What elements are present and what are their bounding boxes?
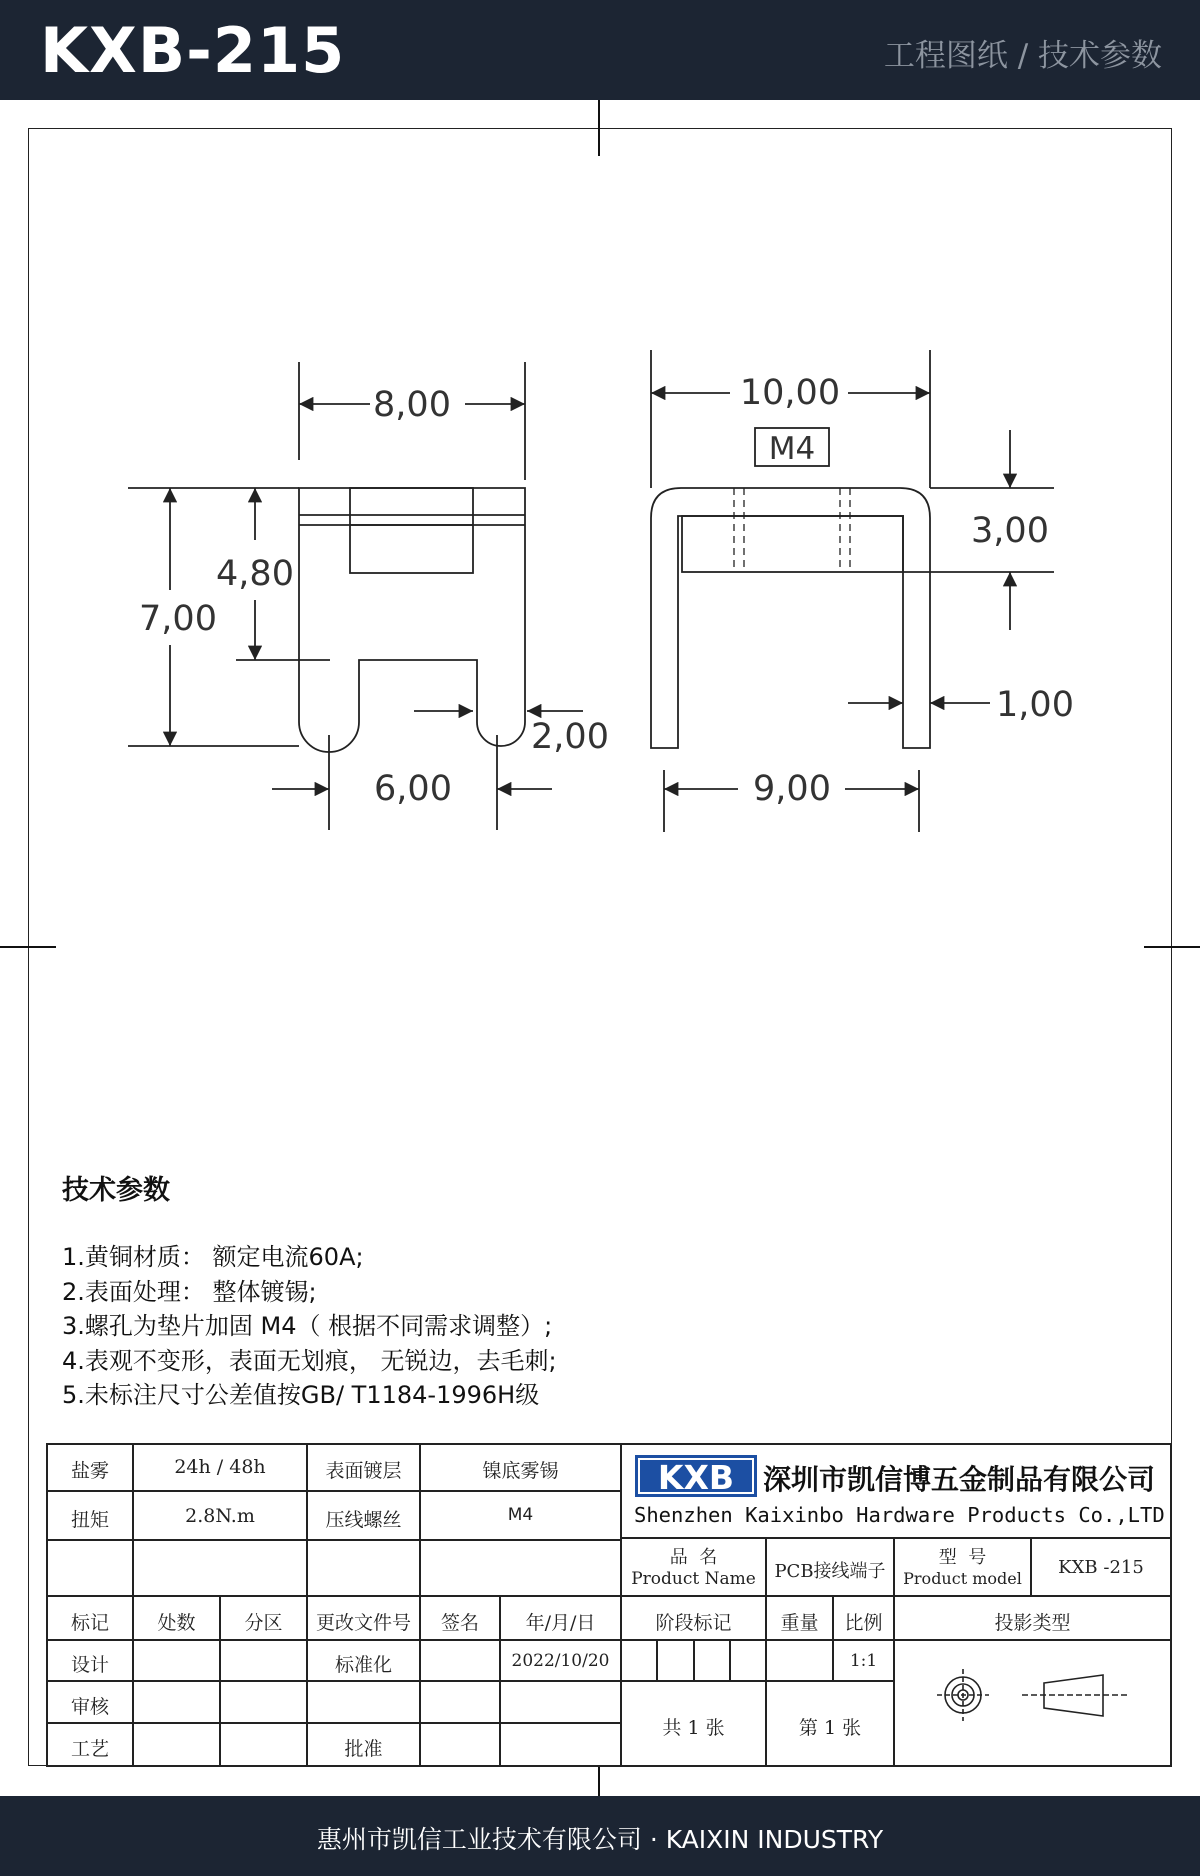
torque-value: 2.8N.m — [185, 1505, 255, 1527]
row-standard: 标准化 — [334, 1654, 392, 1676]
row-process: 工艺 — [70, 1738, 109, 1760]
company-logo — [634, 1454, 758, 1498]
header-subtitle: 工程图纸 / 技术参数 — [883, 38, 1162, 74]
spec-item: 1.黄铜材质： 额定电流60A; — [62, 1243, 364, 1271]
row-approve: 批准 — [344, 1738, 383, 1760]
torque-label: 扭矩 — [70, 1509, 109, 1531]
product-name-value: PCB接线端子 — [774, 1561, 886, 1582]
dim-top-height: 3,00 — [971, 511, 1049, 551]
col-mark: 标记 — [70, 1612, 109, 1634]
design-date: 2022/10/20 — [511, 1651, 610, 1671]
total-sheets: 共 1 张 — [662, 1717, 725, 1739]
spec-item: 2.表面处理： 整体镀锡; — [62, 1277, 317, 1306]
salt-spray-value: 24h / 48h — [174, 1456, 266, 1478]
product-model-label-cn: 型 号 — [938, 1547, 987, 1568]
col-doc-no: 更改文件号 — [315, 1612, 411, 1634]
sheet-number: 第 1 张 — [798, 1717, 862, 1739]
company-name-en: Shenzhen Kaixinbo Hardware Products Co.,LTD — [634, 1503, 1165, 1527]
dim-leg-span: 6,00 — [374, 769, 452, 809]
right-view-outline — [651, 488, 930, 748]
model-title: KXB-215 — [40, 14, 346, 87]
technical-drawing — [0, 0, 1200, 900]
spec-item: 3.螺孔为垫片加固 M4（ 根据不同需求调整）; — [62, 1312, 553, 1340]
col-weight: 重量 — [780, 1612, 819, 1634]
plating-value: 镍底雾锡 — [482, 1460, 559, 1482]
salt-spray-label: 盐雾 — [70, 1460, 109, 1482]
dim-radius: 2,00 — [531, 717, 609, 757]
specs-list — [62, 1240, 557, 1413]
footer-text: 惠州市凯信工业技术有限公司 · KAIXIN INDUSTRY — [316, 1825, 884, 1854]
dim-width-right: 10,00 — [739, 373, 841, 413]
dim-height: 7,00 — [139, 599, 217, 639]
specs-title: 技术参数 — [62, 1175, 170, 1206]
screw-value: M4 — [507, 1505, 534, 1525]
company-name-cn: 深圳市凯信博五金制品有限公司 — [763, 1463, 1156, 1496]
product-model-label-en: Product model — [903, 1569, 1022, 1588]
col-sign: 签名 — [440, 1612, 479, 1634]
col-date: 年/月/日 — [525, 1612, 596, 1634]
row-design: 设计 — [70, 1654, 109, 1676]
frame-tick-bottom — [598, 1766, 600, 1796]
spec-item: 5.未标注尺寸公差值按GB/ T1184-1996H级 — [62, 1381, 540, 1409]
product-name-label-cn: 品 名 — [669, 1547, 718, 1568]
row-review: 审核 — [70, 1696, 109, 1718]
footer-bar — [0, 1796, 1200, 1876]
plating-label: 表面镀层 — [325, 1460, 402, 1482]
dim-width-top: 8,00 — [373, 385, 451, 425]
col-stage: 阶段标记 — [655, 1612, 732, 1634]
dim-inner-width: 9,00 — [753, 769, 831, 809]
frame-tick-right — [1144, 946, 1200, 948]
scale-value: 1:1 — [849, 1651, 878, 1671]
product-name-label-en: Product Name — [631, 1569, 756, 1589]
svg-text:KXB: KXB — [657, 1458, 735, 1497]
col-scale: 比例 — [844, 1612, 883, 1634]
col-projection: 投影类型 — [994, 1612, 1071, 1634]
col-count: 处数 — [157, 1612, 196, 1634]
spec-item: 4.表观不变形，表面无划痕， 无锐边，去毛刺; — [62, 1346, 557, 1375]
screw-label: 压线螺丝 — [325, 1509, 402, 1531]
dim-thickness: 1,00 — [996, 685, 1074, 725]
frame-tick-left — [0, 946, 56, 948]
dim-slot-depth: 4,80 — [216, 554, 294, 594]
product-model-value: KXB -215 — [1058, 1557, 1144, 1578]
left-view-outline — [299, 488, 525, 752]
dim-m4-label: M4 — [768, 431, 816, 467]
col-zone: 分区 — [244, 1612, 283, 1634]
